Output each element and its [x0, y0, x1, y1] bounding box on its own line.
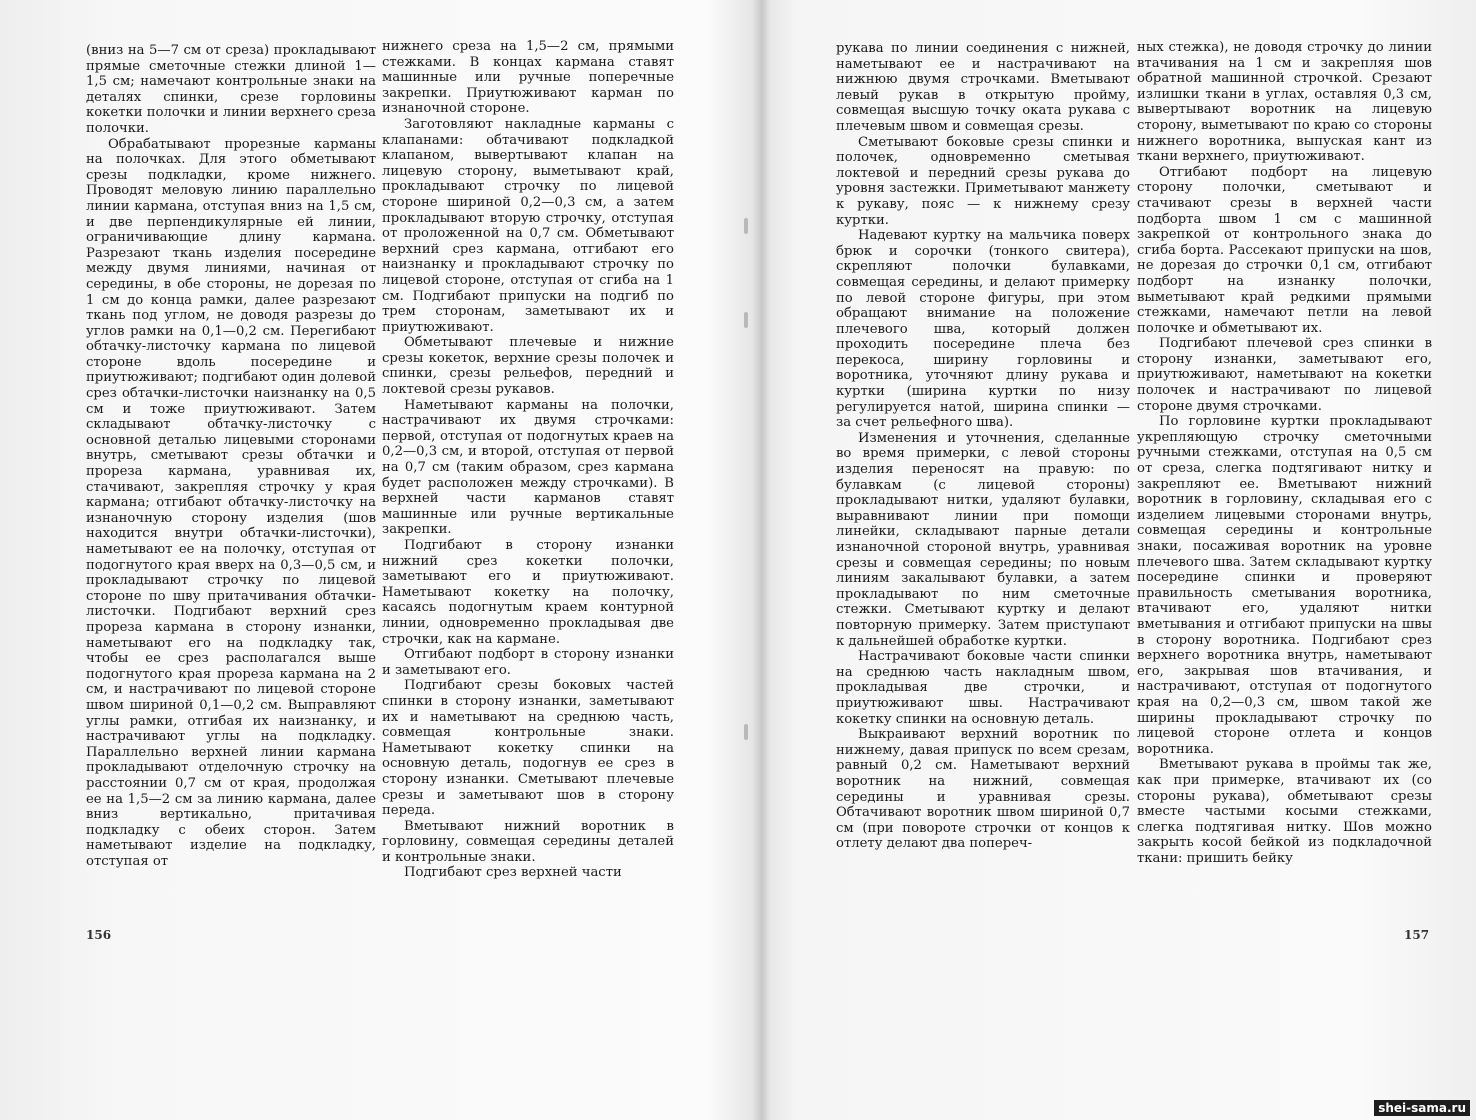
paragraph: (вниз на 5—7 см от среза) прокладывают прямые сметочные стежки длиной 1—1,5 см; намечают контрольные знаки на деталях спинки, срезе горловины кокетки полочки и линии верхнего среза полочки.	[86, 43, 376, 136]
paragraph: Подгибают срез верхней части	[404, 865, 622, 881]
paragraph: Сметывают боковые срезы спинки и полочек, одновременно сметывая локтевой и передний срезы рукава до уровня застежки. Приметывают манжету к рукаву, пояс — к нижнему срезу куртки.	[836, 134, 1130, 228]
paragraph: Обметывают плечевые и нижние срезы кокеток, верхние срезы полочек и спинки, срезы рельефов, передний и локтевой срезы рукавов.	[382, 335, 674, 398]
paragraph: Выкраивают верхний воротник по нижнему, давая припуск по всем срезам, равный 0,2 см. Наметывают верхний воротник на нижний, совмещая середины и уравнивая срезы. Обтачивают воротник швом шириной 0,7 см (при повороте строчки от концов к отлету делают два попереч-	[836, 727, 1130, 852]
paragraph: Подгибают в сторону изнанки нижний срез кокетки полочки, заметывают его и приутюживают. Наметывают кокетку на полочку, касаясь подогнутым краем контурной линии, одновременно прокладывая две строчки, как на кармане.	[382, 538, 674, 647]
left-page-column-1	[86, 43, 376, 918]
paragraph: Подгибают плечевой срез спинки в сторону изнанки, заметывают его, приутюживают, наметывают на кокетки полочек и настрачивают по лицевой стороне двумя строчками.	[1137, 336, 1432, 414]
right-page-number: 157	[1404, 928, 1430, 942]
book-gutter	[752, 0, 770, 1120]
paragraph: По горловине куртки прокладывают укрепляющую строчку сметочными ручными стежками, отступая на 0,5 см от среза, слегка подтягивают нитку и закрепляют ее. Вметывают нижний воротник в горловину, складывая его с изделием лицевыми сторонами внутрь, совмещая середины и контрольные знаки, посаживая воротник на уровне плечевого шва. Затем складывают куртку посередине спинки и проверяют правильность сметывания воротника, втачивают его, удаляют нитки вметывания и отгибают припуски на швы в сторону воротника. Подгибают срез верхнего воротника внутрь, наметывают его, закрывая шов втачивания, и настрачивают, отступая от подогнутого края на 0,2—0,3 см, швом такой же ширины прокладывают строчку по лицевой стороне отлета и концов воротника.	[1137, 414, 1432, 757]
right-page-column-2	[1137, 40, 1432, 910]
paragraph: нижнего среза на 1,5—2 см, прямыми стежками. В концах кармана ставят машинные или ручные поперечные закрепки. Приутюживают карман по изнаночной стороне.	[382, 39, 674, 117]
right-page-column-1	[836, 41, 1130, 911]
binding-staple	[744, 218, 748, 234]
paragraph: Настрачивают боковые части спинки на среднюю часть накладным швом, прокладывая две строчки, и приутюживают швы. Настрачивают кокетку спинки на основную деталь.	[836, 649, 1130, 727]
paragraph: Наметывают карманы на полочки, настрачивают их двумя строчками: первой, отступая от подогнутых краев на 0,2—0,3 см, и второй, отступая от первой на 0,7 см (таким образом, срез кармана будет расположен между строчками). В верхней части карманов ставят машинные или ручные вертикальные закрепки.	[382, 397, 674, 538]
left-page-column-2	[382, 39, 674, 914]
paragraph: Вметывают нижний воротник в горловину, совмещая середины деталей и контрольные знаки.	[382, 818, 674, 865]
left-page-number: 156	[86, 928, 112, 942]
paragraph: Заготовляют накладные карманы с клапанами: обтачивают подкладкой клапаном, вывертывают клапан на лицевую сторону, выметывают край, прокладывают строчку по лицевой стороне шириной 0,2—0,3 см, а затем прокладывают вторую строчку, отступая от проложенной на 0,7 см. Обметывают верхний срез кармана, отгибают его наизнанку и прокладывают строчку по лицевой стороне, отступая от сгиба на 1 см. Подгибают припуски на подгиб по трем сторонам, заметывают их и приутюживают.	[382, 116, 674, 335]
paragraph: Отгибают подборт на лицевую сторону полочки, сметывают и стачивают срезы в верхней части подборта швом 1 см с машинной закрепкой от контрольного знака до сгиба борта. Рассекают припуски на шов, не дорезая до строчки 0,1 см, отгибают подборт на изнанку полочки, выметывают край редкими прямыми стежками, намечают петли на левой полочке и обметывают их.	[1137, 164, 1432, 336]
paragraph: Изменения и уточнения, сделанные во время примерки, с левой стороны изделия переносят на правую: по булавкам (с лицевой стороны) прокладывают нитки, удаляют булавки, выравнивают линии при помощи линейки, складывают парные детали изнаночной стороной внутрь, уравнивая срезы и совмещая середины; по новым линиям закалывают булавки, а затем прокладывают по ним сметочные стежки. Сметывают куртку и делают повторную примерку. Затем приступают к дальнейшей обработке куртки.	[836, 430, 1130, 649]
binding-staple	[744, 312, 748, 328]
paragraph: ных стежка), не доводя строчку до линии втачивания на 1 см и закрепляя шов обратной машинной строчкой. Срезают излишки ткани в углах, оставляя 0,3 см, вывертывают воротник на лицевую сторону, выметывают по краю со стороны нижнего воротника, выпуская кант из ткани верхнего, приутюживают.	[1137, 40, 1432, 165]
paragraph: Надевают куртку на мальчика поверх брюк и сорочки (тонкого свитера), скрепляют полочки булавками, совмещая середины, и делают примерку по левой стороне фигуры, при этом обращают внимание на положение плечевого шва, который должен проходить посередине плеча без перекоса, ширину горловины и воротника, уточняют длину рукава и куртки (ширина куртки по низу регулируется натой, ширина спинки — за счет рельефного шва).	[836, 228, 1130, 431]
paragraph: Подгибают срезы боковых частей спинки в сторону изнанки, заметывают их и наметывают на среднюю часть, совмещая контрольные знаки. Наметывают кокетку спинки на основную деталь, подогнув ее срез в сторону изнанки. Сметывают плечевые срезы и заметывают шов в сторону переда.	[382, 678, 674, 819]
paragraph: Вметывают рукава в проймы так же, как при примерке, втачивают их (со стороны рукава), обметывают срезы вместе частыми косыми стежками, слегка подтягивая нитку. Шов можно закрыть косой бейкой из подкладочной ткани: пришить бейку	[1137, 757, 1432, 866]
paragraph: рукава по линии соединения с нижней, наметывают ее и настрачивают на нижнюю двумя строчками. Вметывают левый рукав в открытую пройму, совмещая высшую точку оката рукава с плечевым швом и совмещая срезы.	[836, 41, 1130, 134]
paragraph: Обрабатывают прорезные карманы на полочках. Для этого обметывают срезы подкладки, кроме нижнего. Проводят меловую линию параллельно линии кармана, отступая вниз на 1,5 см, и две перпендикулярные ей линии, ограничивающие длину кармана. Разрезают ткань изделия посередине между двумя линиями, начиная от середины, в обе стороны, не дорезая по 1 см до конца рамки, далее разрезают ткань под углом, не доводя разрезы до углов рамки на 0,1—0,2 см. Перегибают обтачку-листочку кармана по лицевой стороне вдоль посередине и приутюживают; подгибают один долевой срез обтачки-листочки наизнанку на 0,5 см и тоже приутюживают. Затем складывают обтачку-листочку с основной деталью лицевыми сторонами внутрь, сметывают срезы обтачки и прореза кармана, уравнивая их, стачивают, закрепляя строчку у края кармана; отгибают обтачку-листочку на изнаночную сторону изделия (шов находится внутри обтачки-листочки), наметывают ее на полочку, отступая от подогнутого края вверх на 0,3—0,5 см, и прокладывают строчку по лицевой стороне по шву притачивания обтачки-листочки. Подгибают верхний срез прореза кармана в сторону изнанки, наметывают его на подкладку так, чтобы ее срез располагался выше подогнутого края прореза кармана на 2 см, и настрачивают по лицевой стороне швом шириной 0,1—0,2 см. Выправляют углы рамки, отгибая их наизнанку, и настрачивают углы на подкладку. Параллельно верхней линии кармана прокладывают отделочную строчку на расстоянии 0,7 см от края, продолжая ее на 1,5—2 см за линию кармана, далее вниз вертикально, притачивая подкладку с обеих сторон. Затем наметывают изделие на подкладку, отступая от	[86, 136, 376, 869]
site-watermark[interactable]: shei-sama.ru	[1374, 1100, 1470, 1116]
paragraph: Отгибают подборт в сторону изнанки и заметывают его.	[382, 647, 674, 678]
binding-staple	[744, 724, 748, 740]
